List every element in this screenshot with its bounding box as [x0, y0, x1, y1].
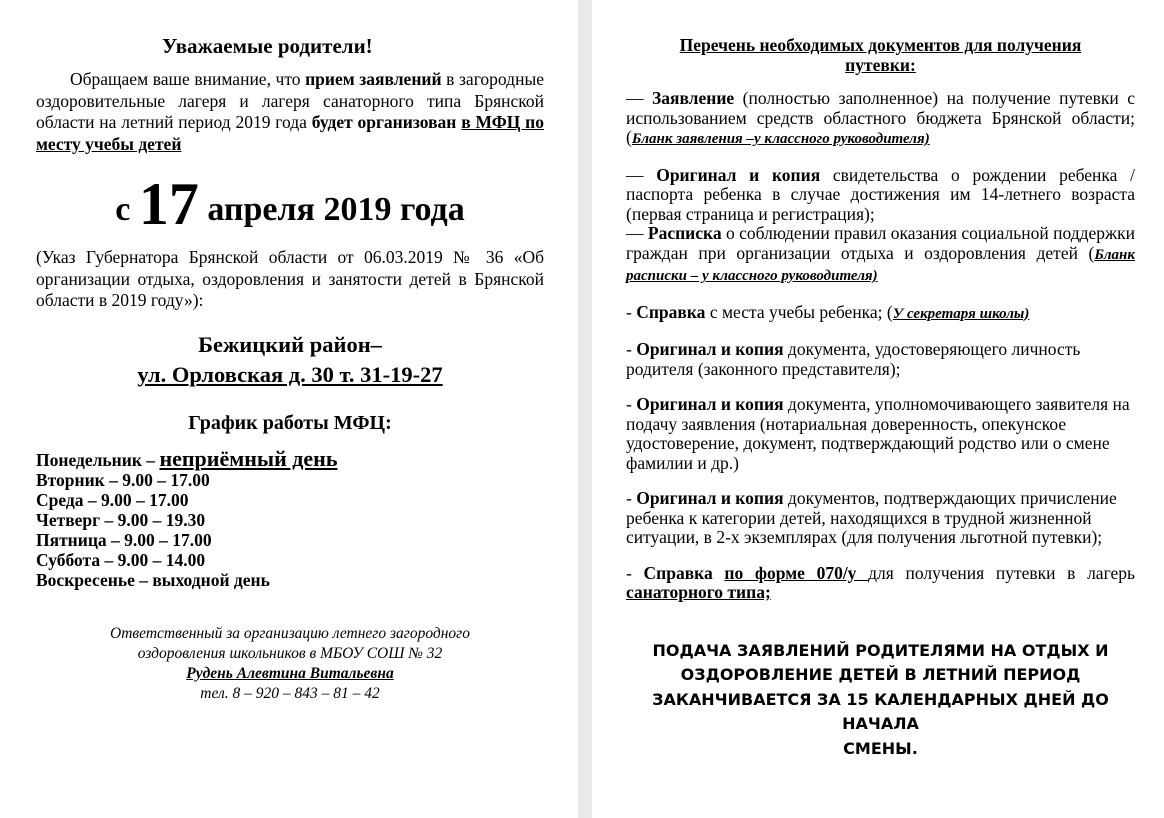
item-bold: Оригинал и копия [636, 394, 784, 414]
documents-list-title [626, 35, 1135, 75]
date-day: 17 [138, 171, 199, 237]
schedule-row-monday [36, 445, 544, 471]
item-bold: Расписка [647, 223, 722, 243]
closing-line-1: ПОДАЧА ЗАЯВЛЕНИЙ РОДИТЕЛЯМИ НА ОТДЫХ И [652, 640, 1109, 660]
schedule-row: Пятница – 9.00 – 17.00 [36, 529, 212, 550]
intro-bold-underlined: в МФЦ по месту учебы детей [36, 112, 545, 154]
item-bold: Оригинал и копия [656, 164, 821, 185]
item-bold: Оригинал и копия [636, 488, 784, 508]
schedule-row: Воскресенье – выходной день [36, 569, 270, 590]
document-item [626, 224, 1135, 287]
responsible-phone: тел. 8 – 920 – 843 – 81 – 42 [200, 684, 380, 702]
schedule-row: Среда – 9.00 – 17.00 [36, 489, 189, 510]
item-note: У секретаря школы) [892, 305, 1030, 322]
item-prefix: — [626, 223, 648, 243]
start-date [36, 169, 544, 239]
responsible-person [36, 624, 544, 704]
intro-paragraph [36, 69, 544, 155]
closing-line-4: СМЕНЫ. [843, 738, 918, 758]
intro-bold-2: будет организован [311, 112, 462, 132]
item-text-2: для получения путевки в лагерь [868, 562, 1136, 583]
date-rest: апреля 2019 года [198, 191, 465, 228]
item-prefix: — [626, 88, 652, 108]
item-note: Бланк заявления –у классного руководителя) [631, 131, 930, 147]
document-item [626, 340, 1135, 379]
intro-text-1: Обращаем ваше внимание, что [70, 69, 306, 89]
item-prefix: - [626, 339, 637, 359]
date-prefix: с [115, 191, 139, 228]
closing-notice [626, 639, 1135, 762]
closing-line-2: ОЗДОРОВЛЕНИЕ ДЕТЕЙ В ЛЕТНИЙ ПЕРИОД [680, 665, 1081, 684]
document-item [626, 395, 1135, 473]
document-item [626, 489, 1135, 548]
item-prefix: - [626, 394, 637, 414]
item-bold-underlined-2: санаторного типа; [626, 582, 771, 602]
left-page [0, 0, 578, 818]
district-address [36, 330, 544, 390]
item-bold-underlined: по форме 070/у [724, 562, 869, 583]
item-text [713, 563, 725, 583]
item-text: документов, подтверждающих причисление ребенка к категории детей, находящихся в трудной жизненной ситуации, в 2-х экземплярах (для получения льготной путевки); [626, 488, 1117, 547]
item-note: Бланк расписки – у классного руководителя) [626, 246, 1135, 284]
right-page [592, 0, 1164, 818]
schedule-title: График работы МФЦ: [188, 411, 392, 434]
closing-line-3: ЗАКАНЧИВАЕТСЯ ЗА 15 КАЛЕНДАРНЫХ ДНЕЙ ДО НАЧАЛА [652, 689, 1109, 733]
item-prefix: - [626, 301, 637, 322]
item-text: свидетельства о рождении ребенка / паспорта ребенка в случае достижения им 14-летнего возраста (первая страница и регистрация); [626, 164, 1135, 224]
item-text: документа, уполномочивающего заявителя на подачу заявления (нотариальная доверенность, опекунское удостоверение, документ, подтверждающий родство или о смене фамилии и др.) [626, 394, 1130, 473]
item-prefix: - [626, 562, 644, 583]
documents-title-line-2: путевки: [845, 55, 916, 75]
intro-text-2: в загородные оздоровительные лагеря и лагеря санаторного типа Брянской области на летний период 2019 года [36, 69, 544, 132]
item-prefix: — [626, 164, 657, 185]
item-bold: Справка [636, 301, 706, 322]
responsible-name: Рудень Алевтина Витальевна [186, 664, 394, 682]
schedule-row: Суббота – 9.00 – 14.00 [36, 549, 206, 570]
district-street: ул. Орловская д. 30 т. 31-19-27 [137, 361, 443, 387]
district-name: Бежицкий район– [198, 331, 382, 357]
item-bold: Заявление [651, 88, 735, 108]
document-item [626, 166, 1135, 225]
document-item [626, 89, 1135, 150]
schedule-row: Вторник – 9.00 – 17.00 [36, 469, 210, 490]
item-text: с места учебы ребенка; ( [705, 301, 893, 322]
document-item [626, 564, 1135, 603]
decree-reference: (Указ Губернатора Брянской области от 06.03.2019 № 36 «Об организации отдыха, оздоровления и занятости детей в Брянской области в 2019 году»): [36, 247, 544, 310]
document-item [626, 303, 1135, 325]
monday-label: Понедельник – [36, 449, 160, 470]
intro-bold-1: прием заявлений [305, 69, 442, 89]
greeting-heading: Уважаемые родители! [162, 34, 373, 58]
item-bold: Справка [643, 562, 713, 583]
item-prefix: - [626, 488, 637, 508]
item-text: о соблюдении правил оказания социальной поддержки граждан при организации отдыха и оздоровления детей ( [626, 223, 1136, 263]
monday-value: неприёмный день [159, 445, 338, 471]
schedule-list [36, 445, 544, 590]
schedule-row: Четверг – 9.00 – 19.30 [36, 509, 206, 530]
item-text: (полностью заполненное) на получение путевки с использованием средств областного бюджета Брянской области;( [626, 88, 1136, 147]
item-bold: Оригинал и копия [636, 339, 784, 359]
documents-title-line-1: Перечень необходимых документов для получения [679, 35, 1082, 55]
item-text: документа, удостоверяющего личность родителя (законного представителя); [626, 339, 1081, 379]
responsible-line-2: оздоровления школьников в МБОУ СОШ № 32 [137, 644, 443, 662]
responsible-line-1: Ответственный за организацию летнего загородного [110, 624, 470, 642]
